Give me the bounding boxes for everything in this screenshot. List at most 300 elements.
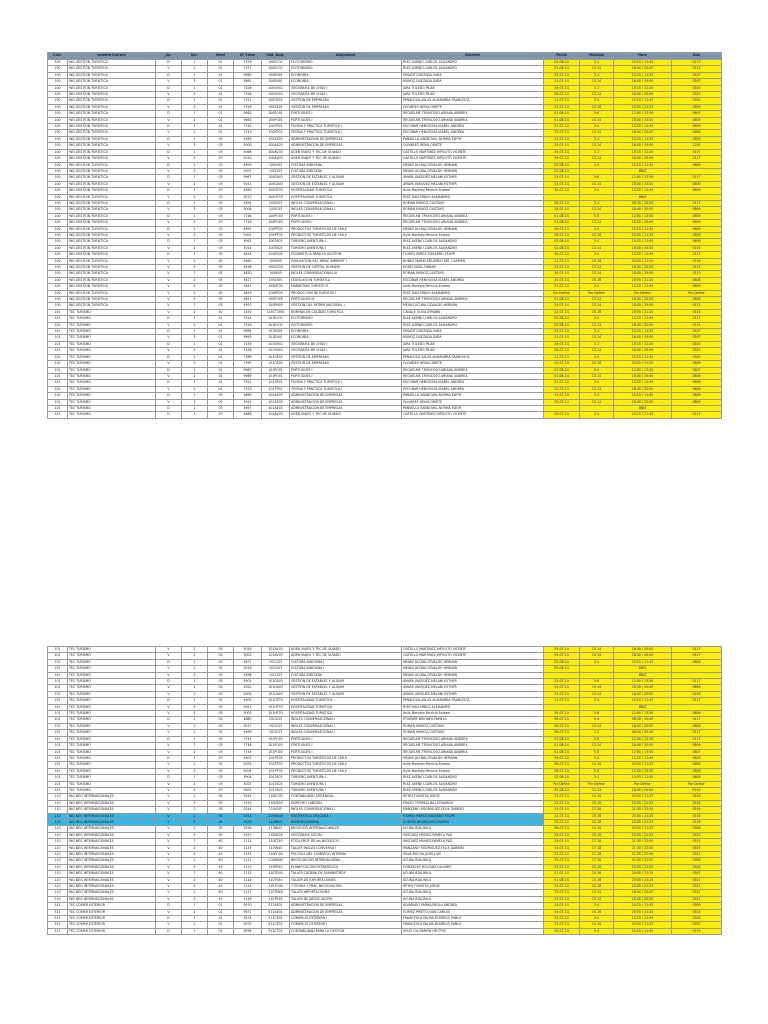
table-cell: RUIZ ASENJO,CARLOS ALEJANDRO xyxy=(402,781,544,787)
table-cell: TEC TURISMO xyxy=(68,679,156,685)
table-cell: 0320 xyxy=(672,348,722,354)
table-cell: 110EC05 xyxy=(262,794,290,800)
table-cell: PENALOZA SALAS,ALEJANDRA FRANCISCA xyxy=(402,98,544,104)
table-cell: 28-07-14 xyxy=(544,826,580,832)
table-cell: 20:05 / 21:25 xyxy=(614,104,672,110)
table-cell: 21:30 / 22:50 xyxy=(614,852,672,858)
table-cell: V xyxy=(156,768,182,774)
table-cell: 1 xyxy=(182,175,208,181)
table-cell: ING GESTION TURISTICA xyxy=(68,297,156,303)
table-cell: 2 xyxy=(182,864,208,870)
table-cell: 18:40 / 20:00 xyxy=(614,787,672,793)
table-cell: 21:30 / 22:50 xyxy=(614,845,672,851)
table-cell: 4820 xyxy=(234,271,262,277)
table-cell: 40 xyxy=(208,858,234,864)
table-cell: 1-2 xyxy=(580,730,614,736)
table-cell: 12:00 / 13:30 xyxy=(614,367,672,373)
table-cell: 03 xyxy=(208,781,234,787)
table-cell: ING GESTION TURISTICA xyxy=(68,143,156,149)
table-cell: TEC TURISMO xyxy=(68,348,156,354)
table-cell: ACUNA RDA,RAUL xyxy=(402,877,544,883)
table-cell: 28-07-14 xyxy=(544,723,580,729)
table-cell: V xyxy=(156,79,182,85)
table-cell: TEC TURISMO xyxy=(68,393,156,399)
table-cell: GESTION DE ESTABLEC Y ALOJAM xyxy=(290,679,402,685)
table-cell: 7316 xyxy=(234,104,262,110)
table-cell: 02-08-14 xyxy=(544,666,580,672)
table-cell: 5242 xyxy=(234,794,262,800)
table-cell: 2 xyxy=(182,858,208,864)
table-cell: T.TEORIA Y PRAC NEGOCIACION xyxy=(290,884,402,890)
table-cell: ING GESTION TURISTICA xyxy=(68,303,156,309)
table-cell: 01-08-14 xyxy=(544,213,580,219)
table-cell: ACUNA RDA,RAUL xyxy=(402,826,544,832)
table-cell: 101GA03 xyxy=(262,685,290,691)
table-cell: 9571 xyxy=(234,909,262,915)
table-cell: 2 xyxy=(182,303,208,309)
table-cell: 24-07-14 xyxy=(544,884,580,890)
table-cell: 23-07-14 xyxy=(544,896,580,902)
table-cell: 100ECO1 xyxy=(262,60,290,66)
table-cell: 2 xyxy=(182,800,208,806)
table-cell: INGLES CONVERSACIONAL I xyxy=(290,200,402,206)
table-cell: 23-07-14 xyxy=(544,685,580,691)
table-cell: 0213 xyxy=(672,928,722,934)
table-cell: 2 xyxy=(182,704,208,710)
table-cell: 101IC03 xyxy=(262,717,290,723)
column-header: N° Clase xyxy=(234,53,262,60)
table-cell: 511AE01 xyxy=(262,903,290,909)
table-cell: 110 xyxy=(48,864,68,870)
table-cell: 2 xyxy=(182,258,208,264)
table-cell: 100 xyxy=(48,66,68,72)
table-cell: 101GA03 xyxy=(262,691,290,697)
table-cell: 0113 xyxy=(672,316,722,322)
table-cell: 100GA03 xyxy=(262,181,290,187)
table-cell: TEC TURISMO xyxy=(68,736,156,742)
table-cell: RUIZ ASENJO,CARLOS ALEJANDRO xyxy=(402,66,544,72)
table-cell: 13-14 xyxy=(580,890,614,896)
table-cell: 0809 xyxy=(672,399,722,405)
table-cell: 100 xyxy=(48,149,68,155)
table-cell: 05 xyxy=(208,252,234,258)
table-cell: V xyxy=(156,743,182,749)
table-cell: 18:40 / 20:00 xyxy=(614,143,672,149)
table-cell: 05 xyxy=(208,826,234,832)
table-cell: 100 xyxy=(48,188,68,194)
table-cell: REYES FUENTES,JORGE xyxy=(402,884,544,890)
table-cell: D xyxy=(156,200,182,206)
table-cell: TEC TURISMO xyxy=(68,399,156,405)
table-cell: 01 xyxy=(208,98,234,104)
table-cell: 03 xyxy=(208,685,234,691)
table-cell: 110 xyxy=(48,877,68,883)
table-cell: 110IN40 xyxy=(262,845,290,851)
table-cell: 0216 xyxy=(672,800,722,806)
table-cell: 2 xyxy=(182,361,208,367)
table-cell: 25-07-14 xyxy=(544,819,580,825)
table-cell: V xyxy=(156,361,182,367)
table-cell: V xyxy=(156,309,182,315)
table-cell: Por Definir xyxy=(580,290,614,296)
table-cell: 12:00 / 13:30 xyxy=(614,679,672,685)
table-cell: 28-07-14 xyxy=(544,768,580,774)
table-cell: MUNOZ QUEZADA,SARA xyxy=(402,329,544,335)
table-cell: 15-16 xyxy=(580,104,614,110)
table-cell: 02-08-14 xyxy=(544,245,580,251)
table-cell: 1 xyxy=(182,717,208,723)
table-cell: INGLES CONVERSACIONAL I xyxy=(290,717,402,723)
table-cell: PRODUCTOS TURISTICOS DE CHILE xyxy=(290,755,402,761)
table-cell: 29-07-14 xyxy=(544,653,580,659)
table-cell: 10:15 / 11:45 xyxy=(614,903,672,909)
table-cell: TEORIA Y PRACTICA TURISTICA I xyxy=(290,124,402,130)
table-cell: 5016 xyxy=(234,666,262,672)
table-cell: V xyxy=(156,271,182,277)
column-header: Docente xyxy=(402,53,544,60)
table-cell: 100 xyxy=(48,265,68,271)
table-cell: 03 xyxy=(208,659,234,665)
table-cell: 101 xyxy=(48,354,68,360)
table-cell: 5-6 xyxy=(580,175,614,181)
table-cell: 100 xyxy=(48,79,68,85)
table-cell: 101IC03 xyxy=(262,723,290,729)
table-cell: TALLER INGLES CONVERSA I xyxy=(290,845,402,851)
table-cell: 0320 xyxy=(672,92,722,98)
table-cell: 4596 xyxy=(234,265,262,271)
table-cell: 28-07-14 xyxy=(544,717,580,723)
table-cell: 110NN40 xyxy=(262,858,290,864)
table-cell: 7326 xyxy=(234,85,262,91)
table-cell: 2 xyxy=(182,309,208,315)
table-cell: ADMINISTRACION DE EMPRESAS xyxy=(290,393,402,399)
table-cell: 1 xyxy=(182,136,208,142)
table-cell: 2 xyxy=(182,653,208,659)
table-cell: 01 xyxy=(208,354,234,360)
table-cell: 21-07-14 xyxy=(544,79,580,85)
table-cell: 100 xyxy=(48,130,68,136)
table-cell: ACUNA RDA,RAUL xyxy=(402,858,544,864)
table-cell: PORTUGUES I xyxy=(290,743,402,749)
table-cell: JARA TOLEDO,PILAR xyxy=(402,85,544,91)
table-cell: 2 xyxy=(182,832,208,838)
table-cell: V xyxy=(156,672,182,678)
table-cell: 03 xyxy=(208,653,234,659)
table-cell: V xyxy=(156,832,182,838)
table-cell: 0113 xyxy=(672,60,722,66)
table-cell: V xyxy=(156,704,182,710)
table-cell: TEC TURISMO xyxy=(68,316,156,322)
table-cell: V xyxy=(156,130,182,136)
table-cell: ING GESTION TURISTICA xyxy=(68,181,156,187)
table-cell: 101PT03 xyxy=(262,755,290,761)
table-cell: 03 xyxy=(208,239,234,245)
table-cell: FLORES PAREZ,EDUARDO FELIPE xyxy=(402,252,544,258)
table-cell: 01 xyxy=(208,367,234,373)
table-cell: 17-18 xyxy=(580,852,614,858)
table-cell: 0308 xyxy=(672,826,722,832)
table-cell: PRODUCCION DE EVENTOS I xyxy=(290,290,402,296)
table-cell: D xyxy=(156,928,182,934)
table-cell: 13-14 xyxy=(580,322,614,328)
table-cell: 30-07-14 xyxy=(544,252,580,258)
table-cell: 01 xyxy=(208,386,234,392)
table-cell: 5017 xyxy=(234,723,262,729)
table-cell: 1116 xyxy=(234,877,262,883)
table-cell: JARA TOLEDO,PILAR xyxy=(402,92,544,98)
table-cell: 5-6 xyxy=(580,736,614,742)
table-cell: 7312 xyxy=(234,98,262,104)
column-header: Nivel xyxy=(208,53,234,60)
table-cell: ING GESTION TURISTICA xyxy=(68,98,156,104)
table-cell: 0809 xyxy=(672,711,722,717)
table-cell: 101 xyxy=(48,672,68,678)
table-cell: 7746 xyxy=(234,743,262,749)
table-cell: REQUELME TRONCOSO,ARIANA ANDREA xyxy=(402,749,544,755)
table-cell: 10:15 / 11:45 xyxy=(614,380,672,386)
table-cell: 1 xyxy=(182,393,208,399)
table-cell: OLIVARES HEVIA,ORIETE xyxy=(402,143,544,149)
table-cell: ING NEG INTERNACIONALES xyxy=(68,832,156,838)
table-cell: 0809 xyxy=(672,723,722,729)
table-cell: 7523 xyxy=(234,386,262,392)
table-cell: REQUELME TRONCOSO,ARIANA ANDREA xyxy=(402,373,544,379)
table-cell: 18:40 / 20:00 xyxy=(614,245,672,251)
table-cell: MATEMATICA APLICADA I xyxy=(290,813,402,819)
table-cell: 2 xyxy=(182,826,208,832)
table-cell: 13-14 xyxy=(580,723,614,729)
table-cell: TURISMO AVENTURA I xyxy=(290,781,402,787)
table-cell: 15-16 xyxy=(580,232,614,238)
table-cell: 0315 xyxy=(672,909,722,915)
table-cell: 0117 xyxy=(672,736,722,742)
table-cell: 2 xyxy=(182,672,208,678)
table-cell: 1 xyxy=(182,239,208,245)
table-cell: 01-08-14 xyxy=(544,220,580,226)
table-cell: 0305 xyxy=(672,98,722,104)
table-cell: 1 xyxy=(182,903,208,909)
table-cell: 13-14 xyxy=(580,373,614,379)
table-cell: 1 xyxy=(182,367,208,373)
table-cell: 110TO40 xyxy=(262,884,290,890)
table-cell: 100IE05 xyxy=(262,271,290,277)
table-cell: 28-07-14 xyxy=(544,232,580,238)
table-cell: 08:00 / 09:30 xyxy=(614,730,672,736)
table-cell: ADMINISTRACION DE EMPRESAS xyxy=(290,909,402,915)
table-cell: 110 xyxy=(48,800,68,806)
table-cell: 101PO03 xyxy=(262,749,290,755)
table-cell: ING GESTION TURISTICA xyxy=(68,175,156,181)
table-cell: 10:15 / 11:45 xyxy=(614,149,672,155)
table-cell: 03 xyxy=(208,232,234,238)
table-cell: ECONOMIA xyxy=(290,335,402,341)
table-cell: 1 xyxy=(182,149,208,155)
table-cell: D xyxy=(156,698,182,704)
table-cell: AMAYA VASQUEZ,MELANI ESTHER xyxy=(402,679,544,685)
table-cell: 100 xyxy=(48,98,68,104)
table-cell: 0806 xyxy=(672,297,722,303)
table-cell: V xyxy=(156,896,182,902)
table-cell: 5001 xyxy=(234,653,262,659)
table-cell: 1 xyxy=(182,341,208,347)
table-cell: 100 xyxy=(48,284,68,290)
table-cell: 18:40 / 20:00 xyxy=(614,335,672,341)
table-cell: 101 xyxy=(48,653,68,659)
table-cell: COMERCIO EXTERIOR I xyxy=(290,922,402,928)
table-cell: 05 xyxy=(208,284,234,290)
table-cell: 5001 xyxy=(234,232,262,238)
table-cell: 101 xyxy=(48,685,68,691)
table-cell: 3-4 xyxy=(580,188,614,194)
table-cell: V xyxy=(156,839,182,845)
table-cell: 02-08-14 xyxy=(544,239,580,245)
table-cell: 29-07-14 xyxy=(544,341,580,347)
table-cell: TEC TURISMO xyxy=(68,341,156,347)
table-cell: 0117 xyxy=(672,679,722,685)
table-cell: 100GH01 xyxy=(262,92,290,98)
table-cell: 4642 xyxy=(234,284,262,290)
table-cell: 01 xyxy=(208,909,234,915)
table-cell: ING GESTION TURISTICA xyxy=(68,220,156,226)
table-cell: 21:30 / 22:50 xyxy=(614,858,672,864)
table-cell: 17-18 xyxy=(580,858,614,864)
table-cell: 101 xyxy=(48,647,68,653)
column-header: Sala xyxy=(672,53,722,60)
table-cell: 01 xyxy=(208,66,234,72)
table-cell: 101 xyxy=(48,679,68,685)
table-cell: 01 xyxy=(208,361,234,367)
table-cell: 1113 xyxy=(234,864,262,870)
table-cell: 3-4 xyxy=(580,60,614,66)
table-cell: 29-07-14 xyxy=(544,909,580,915)
table-cell: TURISMO AVENTURA I xyxy=(290,787,402,793)
table-cell: 02-08-14 xyxy=(544,659,580,665)
table-cell: 1 xyxy=(182,698,208,704)
table-cell: 18:40 / 20:00 xyxy=(614,156,672,162)
table-cell: 3-4 xyxy=(580,659,614,665)
table-cell: 2 xyxy=(182,922,208,928)
table-cell: ESCOBAR HENOSOSA,ISABEL ANDREA xyxy=(402,130,544,136)
table-cell: 2 xyxy=(182,749,208,755)
table-cell: 101TA03 xyxy=(262,787,290,793)
table-cell: ESTADISTICA PARA LA GESTION xyxy=(290,252,402,258)
table-cell: 110 xyxy=(48,832,68,838)
table-cell: 15-16 xyxy=(580,309,614,315)
table-cell: 100 xyxy=(48,162,68,168)
table-cell: PRODUCTOS TURISTICOS DE CHILE xyxy=(290,768,402,774)
table-cell: 101 xyxy=(48,743,68,749)
table-cell: SILVA ROCHA,JUAN LUIS xyxy=(402,852,544,858)
table-cell: 511CE01 xyxy=(262,916,290,922)
table-cell: CONTABILIDAD PARA LA GESTION xyxy=(290,928,402,934)
table-cell: TEC TURISMO xyxy=(68,373,156,379)
table-cell: 23-07-14 xyxy=(544,794,580,800)
table-cell: 100PO05 xyxy=(262,297,290,303)
table-cell: 4904 xyxy=(234,775,262,781)
table-cell: RUIZ RUIZ,PABLO ALEJANDRO xyxy=(402,194,544,200)
table-cell: 21-07-14 xyxy=(544,807,580,813)
table-cell: 0115 xyxy=(672,303,722,309)
table-cell: 1 xyxy=(182,188,208,194)
table-cell: 101 xyxy=(48,348,68,354)
table-cell: 21-07-14 xyxy=(544,335,580,341)
table-cell: 100AE03 xyxy=(262,143,290,149)
table-cell: 101 xyxy=(48,762,68,768)
table-cell: 100 xyxy=(48,72,68,78)
table-cell: 40 xyxy=(208,884,234,890)
table-cell: 4821 xyxy=(234,297,262,303)
table-cell: 01 xyxy=(208,928,234,934)
table-cell: D xyxy=(156,85,182,91)
table-cell: 22-07-14 xyxy=(544,104,580,110)
table-cell: 3-4 xyxy=(580,226,614,232)
table-cell: 9984 xyxy=(234,329,262,335)
table-cell: TEC TURISMO xyxy=(68,309,156,315)
table-cell: JARA TOLEDO,PILAR xyxy=(402,341,544,347)
table-cell: AGEN VIAJES Y TEC DE GUIADO xyxy=(290,149,402,155)
table-cell: 28-07-14 xyxy=(544,200,580,206)
table-cell: 1118 xyxy=(234,896,262,902)
table-cell: 110 xyxy=(48,871,68,877)
table-cell: ING GESTION TURISTICA xyxy=(68,284,156,290)
table-cell: 110NI05 xyxy=(262,826,290,832)
table-cell: 7377 xyxy=(234,66,262,72)
table-cell: 03 xyxy=(208,412,234,418)
table-cell: 3-4 xyxy=(580,903,614,909)
table-cell: 0117 xyxy=(672,653,722,659)
column-header: Cód. Asig. xyxy=(262,53,290,60)
table-cell: PORTUGUES I xyxy=(290,367,402,373)
table-cell: CULTURA INDIGENA I xyxy=(290,666,402,672)
table-cell: 23-07-14 xyxy=(544,329,580,335)
table-cell: 10:15 / 11:45 xyxy=(614,162,672,168)
schedule-table-1 xyxy=(47,52,722,419)
table-cell: 13-14 xyxy=(580,79,614,85)
table-cell: 18:40 / 20:00 xyxy=(614,896,672,902)
table-cell: 100 xyxy=(48,143,68,149)
table-cell: 2 xyxy=(182,373,208,379)
table-cell: TEC TURISMO xyxy=(68,659,156,665)
table-cell: 01-08-14 xyxy=(544,367,580,373)
table-cell: ROMAN MUNOZ,GUSTAVO xyxy=(402,730,544,736)
table-cell: 23-07-14 xyxy=(544,175,580,181)
table-cell: 03 xyxy=(208,207,234,213)
table-cell: 110PE40 xyxy=(262,864,290,870)
table-cell: 01 xyxy=(208,60,234,66)
table-cell: 0808 xyxy=(672,277,722,283)
table-cell: TEC TURISMO xyxy=(68,647,156,653)
table-cell: 1 xyxy=(182,736,208,742)
table-cell: 511 xyxy=(48,928,68,934)
table-cell: 13-14 xyxy=(580,181,614,187)
table-cell: 2 xyxy=(182,877,208,883)
column-header: Carr. xyxy=(48,53,68,60)
table-cell: 5021 xyxy=(234,704,262,710)
table-cell: PENALOZA SALAS,ALEJANDRA FRANCISCA xyxy=(402,698,544,704)
table-cell: 5254 xyxy=(234,813,262,819)
table-cell: MUNOZ QUEZADA,SARA xyxy=(402,79,544,85)
table-cell: TEORIA Y PRACTICA TURISTICA I xyxy=(290,130,402,136)
table-cell: 101ECO1 xyxy=(262,316,290,322)
table-cell: 1119 xyxy=(234,845,262,851)
table-cell: 21:30 / 22:50 xyxy=(614,807,672,813)
table-cell: 2 xyxy=(182,265,208,271)
table-cell: 5007 xyxy=(234,168,262,174)
table-cell: 101 xyxy=(48,775,68,781)
table-cell: GESTION DE EMPRESAS xyxy=(290,361,402,367)
table-cell: 10:15 / 11:45 xyxy=(614,775,672,781)
table-cell: V xyxy=(156,194,182,200)
